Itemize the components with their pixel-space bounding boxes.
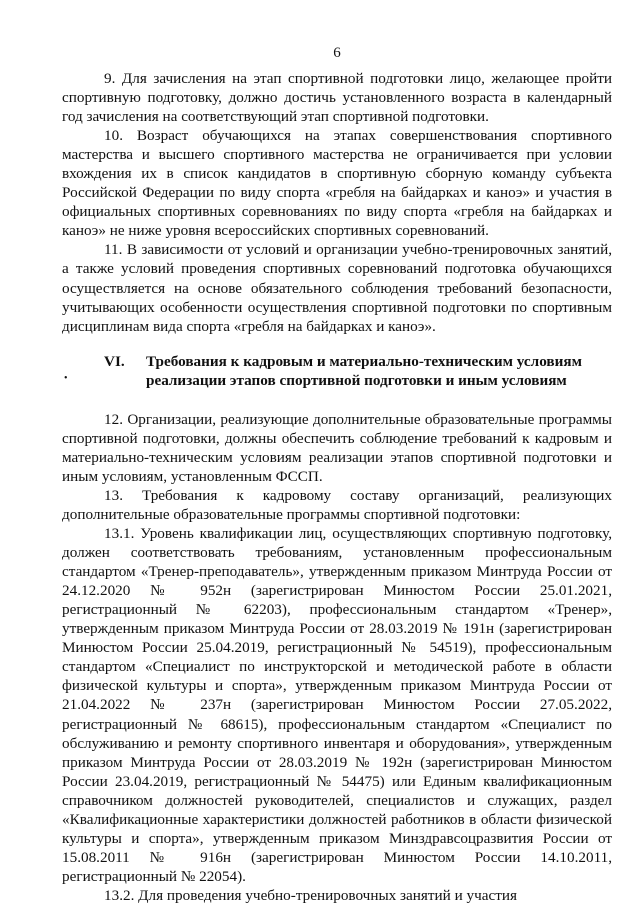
paragraph-12: 12. Организации, реализующие дополнительные образовательные программы спортивной подготовки, должны обеспечить соблюдение требований к кадровым и материально-техническим условиям реализации этапов спортивной подготовки и иным условиям, установленным ФССП. — [62, 410, 612, 485]
paragraph-9: 9. Для зачисления на этап спортивной подготовки лицо, желающее пройти спортивную подготовку, должно достичь установленного возраста в календарный год зачисления на соответствующий этап спортивной подготовки. — [62, 70, 612, 126]
bullet-marker: • — [64, 372, 68, 384]
section-title: Требования к кадровым и материально-техническим условиям реализации этапов спортивной подготовки и иным условиям — [146, 352, 582, 389]
section-heading — [62, 352, 612, 390]
section-number: VI. — [104, 352, 125, 370]
document-body — [62, 69, 612, 905]
paragraph-13: 13. Требования к кадровому составу организаций, реализующих дополнительные образовательные программы спортивной подготовки: — [62, 486, 612, 523]
paragraph-11: 11. В зависимости от условий и организации учебно-тренировочных занятий, а также условий проведения спортивных соревнований подготовка обучающихся осуществляется на основе обязательного соблюдения требований безопасности, учитывающих особенности осуществления спортивной подготовки по спортивным дисциплинам вида спорта «гребля на байдарках и каноэ». — [62, 241, 612, 335]
paragraph-10: 10. Возраст обучающихся на этапах совершенствования спортивного мастерства и высшего спортивного мастерства не ограничивается при условии вхождения их в список кандидатов в спортивную сборную команду субъекта Российской Федерации по виду спорта «гребля на байдарках и каноэ» и участия в официальных спортивных соревнованиях по виду спорта «гребля на байдарках и каноэ» не ниже уровня всероссийских спортивных соревнований. — [62, 127, 612, 240]
paragraph-13-1: 13.1. Уровень квалификации лиц, осуществляющих спортивную подготовку, должен соответствовать требованиям, установленным профессиональным стандартом «Тренер-преподаватель», утвержденным приказом Минтруда России от 24.12.2020 № 952н (зарегистрирован Минюстом России 25.01.2021, регистрационный № 62203), профессиональным стандартом «Тренер», утвержденным приказом Минтруда России от 28.03.2019 № 191н (зарегистрирован Минюстом России 25.04.2019, регистрационный № 54519), профессиональным стандартом «Специалист по инструкторской и методической работе в области физической культуры и спорта», утвержденным приказом Минтруда России от 21.04.2022 № 237н (зарегистрирован Минюстом России 27.05.2022, регистрационный № 68615), профессиональным стандартом «Специалист по обслуживанию и ремонту спортивного инвентаря и оборудования», утвержденным приказом Минтруда России от 28.03.2019 № 192н (зарегистрирован Минюстом России 23.04.2019, регистрационный № 54475) или Единым квалификационным справочником должностей руководителей, специалистов и служащих, раздел «Квалификационные характеристики должностей работников в области физической культуры и спорта», утвержденным приказом Минздравсоцразвития России от 15.08.2011 № 916н (зарегистрирован Минюстом России 14.10.2011, регистрационный № 22054). — [62, 525, 612, 885]
paragraph-13-2: 13.2. Для проведения учебно-тренировочных занятий и участия — [104, 886, 517, 904]
page-number: 6 — [333, 45, 341, 61]
